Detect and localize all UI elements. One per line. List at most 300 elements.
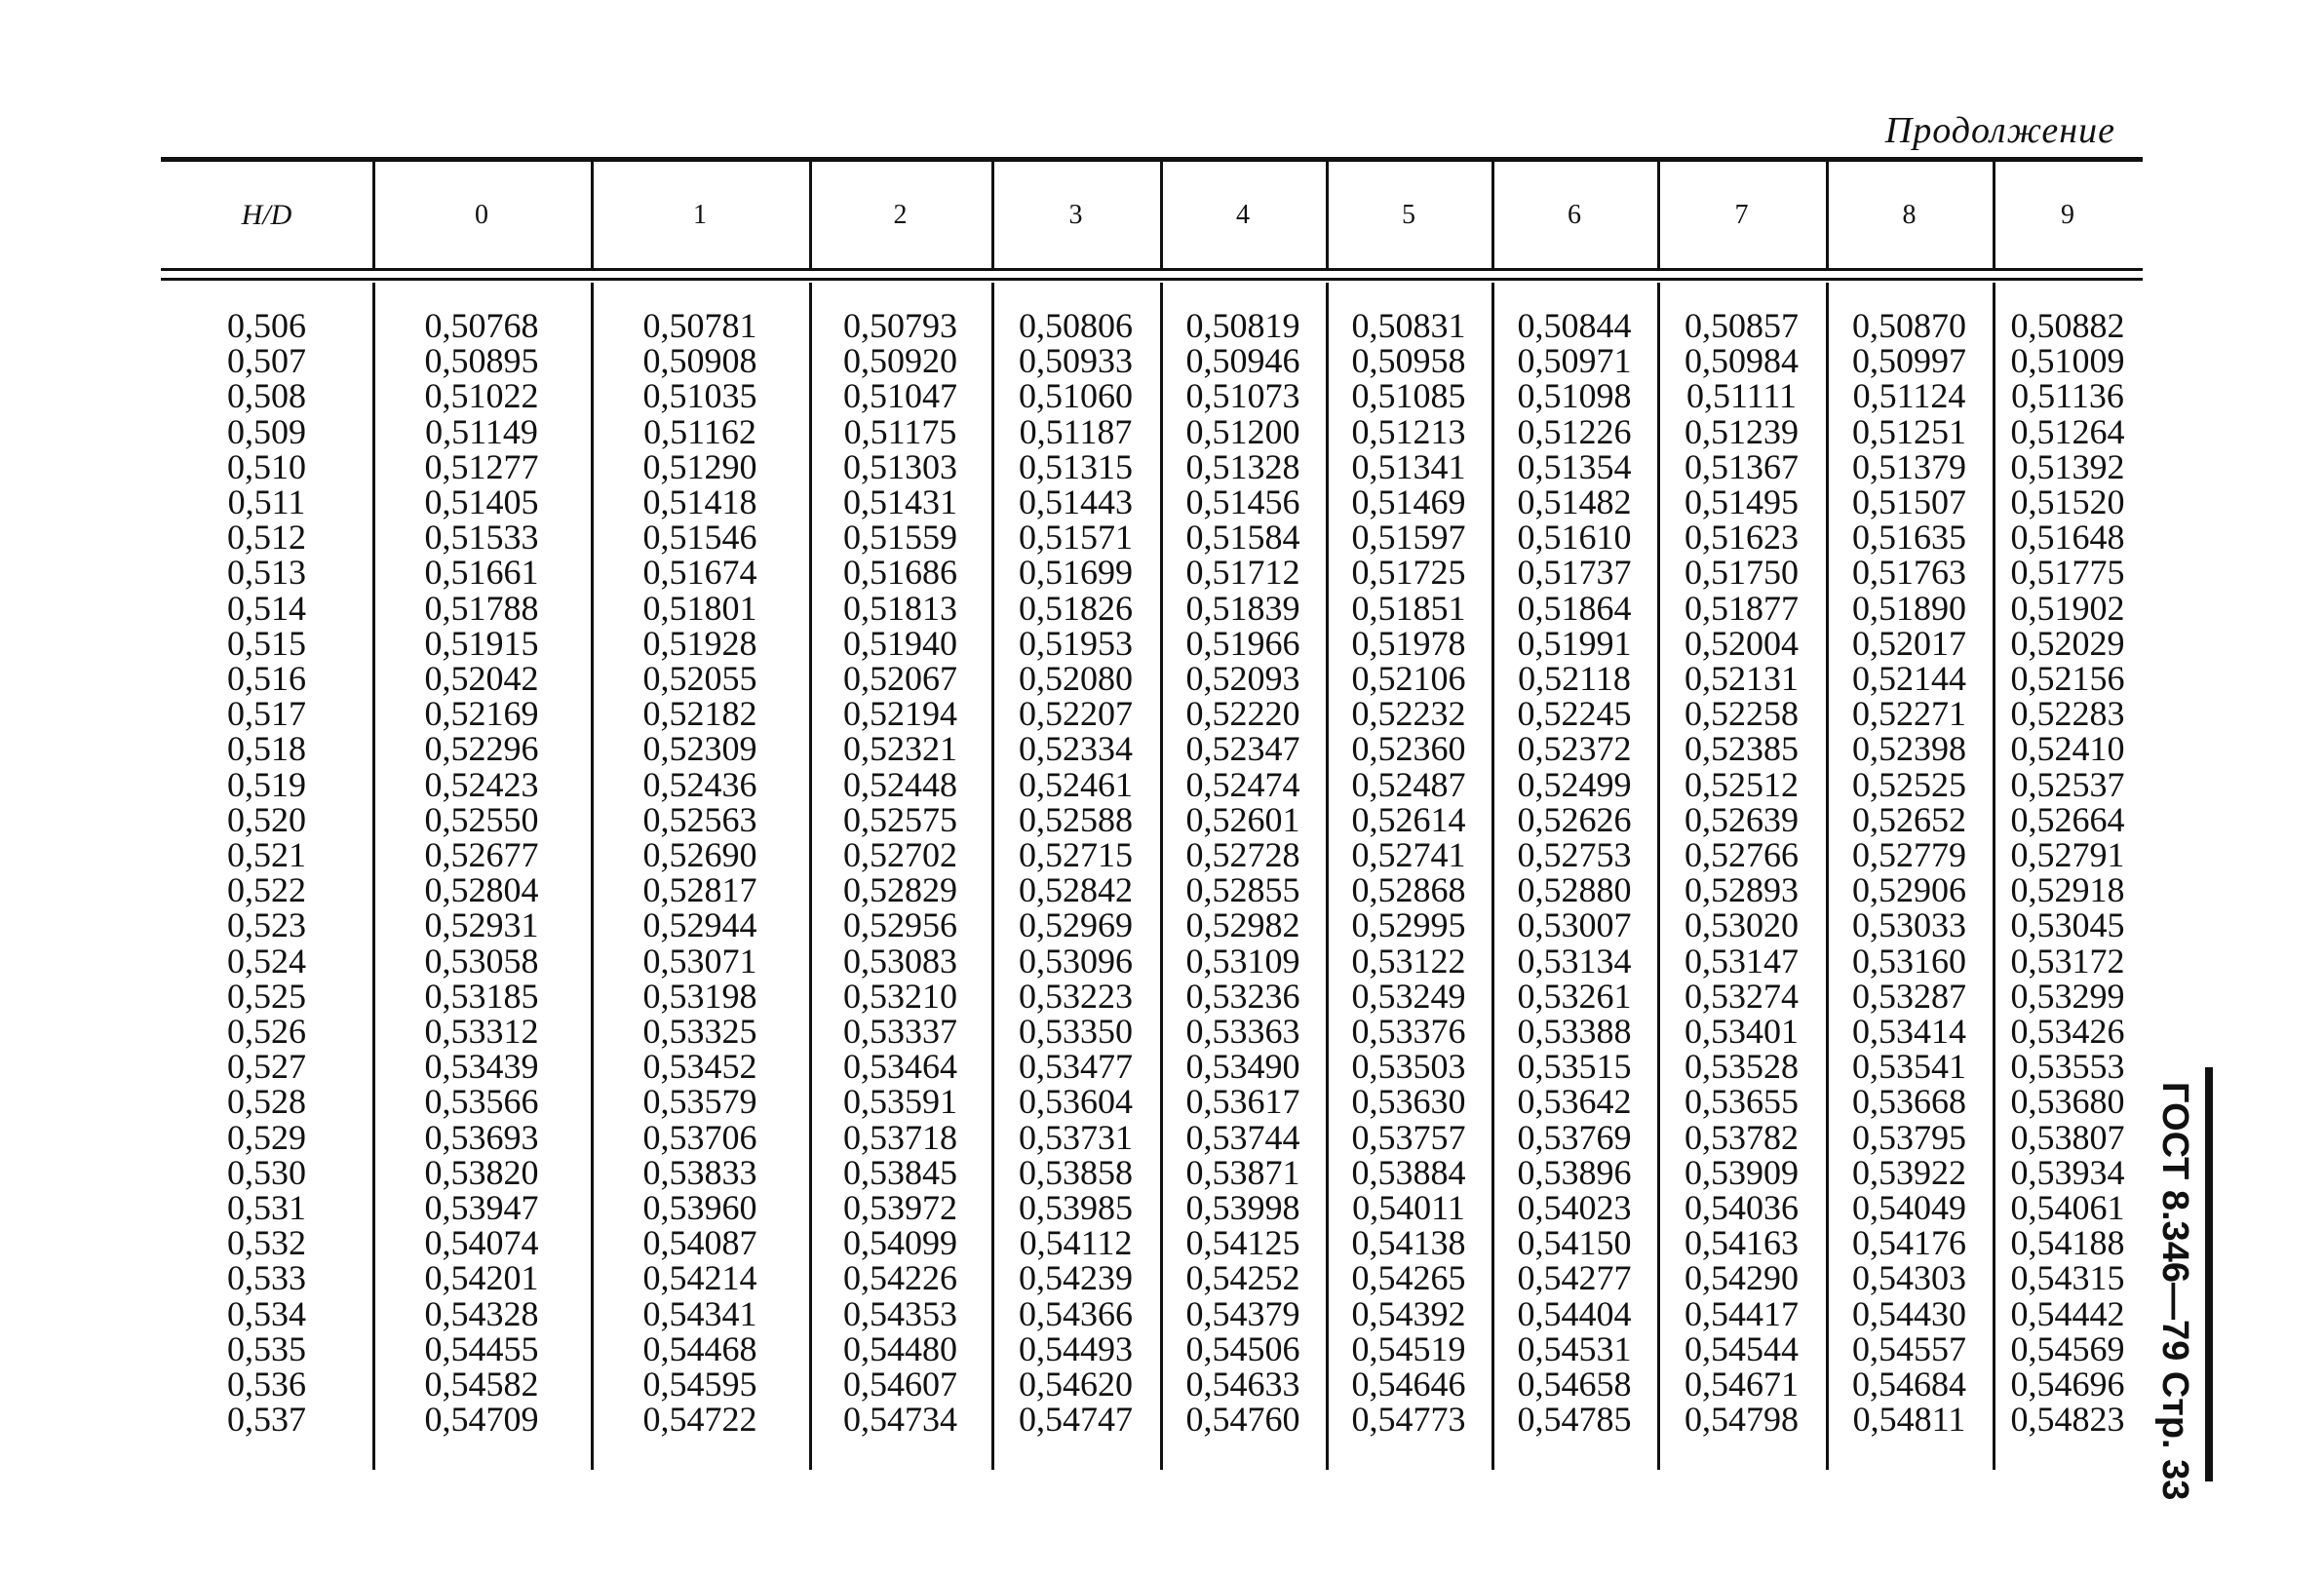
table-cell: 0,51111 (1686, 376, 1797, 416)
table-cell: 0,521 (227, 835, 306, 875)
column-header-digit: 5 (1402, 199, 1415, 230)
table-cell: 0,54074 (424, 1223, 539, 1263)
table-cell: 0,52626 (1517, 799, 1632, 839)
table-cell: 0,51826 (1019, 588, 1133, 628)
table-cell: 0,51277 (424, 446, 539, 486)
table-cell: 0,525 (227, 976, 306, 1016)
table-cell: 0,53820 (424, 1152, 539, 1192)
table-cell: 0,54684 (1852, 1365, 1966, 1404)
table-cell: 0,51801 (642, 588, 757, 628)
table-cell: 0,53134 (1517, 941, 1632, 981)
table-cell: 0,50870 (1852, 306, 1966, 345)
values-column (1160, 308, 1326, 1438)
column-header-digit: 3 (1068, 199, 1083, 230)
table-cell: 0,54722 (642, 1400, 757, 1440)
values-column (591, 308, 809, 1438)
side-margin-bar (2205, 1067, 2213, 1481)
table-cell: 0,53528 (1685, 1047, 1799, 1087)
table-cell: 0,52893 (1685, 870, 1799, 910)
table-cell: 0,52283 (2010, 694, 2125, 734)
table-cell: 0,52702 (843, 835, 957, 875)
table-cell: 0,54506 (1185, 1328, 1300, 1368)
table-cell: 0,54379 (1185, 1293, 1300, 1333)
table-cell: 0,53655 (1685, 1082, 1799, 1122)
table-cell: 0,53452 (642, 1047, 757, 1087)
table-cell: 0,52499 (1517, 764, 1632, 804)
header-double-rule-lower (161, 278, 2143, 281)
table-cell: 0,52080 (1019, 659, 1133, 699)
table-cell: 0,54226 (843, 1258, 957, 1298)
table-cell: 0,522 (227, 870, 306, 910)
table-cell: 0,54061 (2010, 1188, 2125, 1228)
table-cell: 0,53172 (2010, 941, 2125, 981)
table-cell: 0,53210 (843, 976, 957, 1016)
column-header-digit: 7 (1734, 199, 1749, 230)
table-cell: 0,51725 (1351, 553, 1466, 593)
table-cell: 0,52575 (843, 799, 957, 839)
hd-values-column (161, 308, 372, 1438)
column-header-digit: 8 (1902, 199, 1917, 230)
table-cell: 0,52550 (424, 799, 539, 839)
table-cell: 0,53109 (1185, 941, 1300, 981)
table-cell: 0,51149 (425, 411, 538, 451)
table-cell: 0,53579 (642, 1082, 757, 1122)
table-cell: 0,53376 (1351, 1012, 1466, 1052)
table-cell: 0,51085 (1351, 376, 1466, 416)
table-cell: 0,51635 (1852, 518, 1966, 558)
table-cell: 0,52118 (1518, 659, 1631, 699)
table-cell: 0,51482 (1517, 482, 1632, 522)
table-cell: 0,51877 (1685, 588, 1799, 628)
table-cell: 0,54760 (1185, 1400, 1300, 1440)
table-cell: 0,519 (227, 764, 306, 804)
table-cell: 0,51712 (1185, 553, 1300, 593)
table-cell: 0,54315 (2010, 1258, 2125, 1298)
table-cell: 0,52906 (1852, 870, 1966, 910)
table-cell: 0,52842 (1019, 870, 1133, 910)
table-cell: 0,508 (227, 376, 306, 416)
table-cell: 0,534 (227, 1293, 306, 1333)
table-cell: 0,51533 (424, 518, 539, 558)
values-column (1993, 308, 2143, 1438)
table-cell: 0,54811 (1852, 1400, 1966, 1440)
table-cell: 0,52220 (1185, 694, 1300, 734)
table-cell: 0,53058 (424, 941, 539, 981)
table-cell: 0,53261 (1517, 976, 1632, 1016)
table-cell: 0,53198 (642, 976, 757, 1016)
table-cell: 0,51073 (1185, 376, 1300, 416)
table-cell: 0,54747 (1019, 1400, 1133, 1440)
values-column (372, 308, 591, 1438)
table-cell: 0,51775 (2010, 553, 2125, 593)
table-cell: 0,54163 (1685, 1223, 1799, 1263)
table-cell: 0,52982 (1185, 905, 1300, 945)
table-cell: 0,54392 (1351, 1293, 1466, 1333)
table-cell: 0,53706 (642, 1117, 757, 1157)
table-cell: 0,520 (227, 799, 306, 839)
table-cell: 0,54023 (1517, 1188, 1632, 1228)
table-cell: 0,53160 (1852, 941, 1966, 981)
table-cell: 0,52715 (1019, 835, 1133, 875)
table-cell: 0,54544 (1685, 1328, 1799, 1368)
table-cell: 0,54633 (1185, 1365, 1300, 1404)
table-cell: 0,51699 (1019, 553, 1133, 593)
table-cell: 0,52944 (642, 905, 757, 945)
table-cell: 0,53718 (843, 1117, 957, 1157)
table-cell: 0,50844 (1517, 306, 1632, 345)
table-cell: 0,523 (227, 905, 306, 945)
table-cell: 0,53033 (1852, 905, 1966, 945)
table-cell: 0,50895 (424, 341, 539, 381)
table-cell: 0,52829 (843, 870, 957, 910)
table-cell: 0,531 (227, 1188, 306, 1228)
table-cell: 0,54480 (843, 1328, 957, 1368)
table-cell: 0,51940 (843, 623, 957, 663)
table-cell: 0,536 (227, 1365, 306, 1404)
table-cell: 0,54290 (1685, 1258, 1799, 1298)
table-cell: 0,52652 (1852, 799, 1966, 839)
table-cell: 0,52918 (2010, 870, 2125, 910)
table-cell: 0,50971 (1517, 341, 1632, 381)
table-cell: 0,53845 (843, 1152, 957, 1192)
table-cell: 0,53223 (1019, 976, 1133, 1016)
table-cell: 0,54150 (1517, 1223, 1632, 1263)
table-cell: 0,52360 (1351, 729, 1466, 769)
table-cell: 0,51520 (2010, 482, 2125, 522)
table-cell: 0,533 (227, 1258, 306, 1298)
table-cell: 0,52817 (642, 870, 757, 910)
table-cell: 0,53083 (843, 941, 957, 981)
table-cell: 0,54646 (1351, 1365, 1466, 1404)
table-cell: 0,52106 (1351, 659, 1466, 699)
table-cell: 0,54036 (1685, 1188, 1799, 1228)
table-cell: 0,51162 (643, 411, 756, 451)
table-cell: 0,524 (227, 941, 306, 981)
table-cell: 0,52093 (1185, 659, 1300, 699)
table-cell: 0,53871 (1185, 1152, 1300, 1192)
table-cell: 0,53604 (1019, 1082, 1133, 1122)
table-cell: 0,51661 (424, 553, 539, 593)
table-cell: 0,54569 (2010, 1328, 2125, 1368)
table-cell: 0,51495 (1685, 482, 1799, 522)
table-cell: 0,53782 (1685, 1117, 1799, 1157)
table-cell: 0,54341 (642, 1293, 757, 1333)
table-cell: 0,54620 (1019, 1365, 1133, 1404)
table-cell: 0,51597 (1351, 518, 1466, 558)
table-cell: 0,54303 (1852, 1258, 1966, 1298)
table-cell: 0,50908 (642, 341, 757, 381)
table-cell: 0,52766 (1685, 835, 1799, 875)
column-header-digit: 9 (2061, 199, 2074, 230)
table-cell: 0,50831 (1351, 306, 1466, 345)
table-cell: 0,52169 (424, 694, 539, 734)
table-cell: 0,51405 (424, 482, 539, 522)
table-cell: 0,53553 (2010, 1047, 2125, 1087)
table-cell: 0,51902 (2010, 588, 2125, 628)
table-cell: 0,51813 (843, 588, 957, 628)
table-cell: 0,53350 (1019, 1012, 1133, 1052)
values-column (1491, 308, 1657, 1438)
table-cell: 0,53731 (1019, 1117, 1133, 1157)
table-cell: 0,54252 (1185, 1258, 1300, 1298)
values-column (809, 308, 991, 1438)
table-cell: 0,51098 (1517, 376, 1632, 416)
table-cell: 0,511 (227, 482, 306, 522)
table-cell: 0,52296 (424, 729, 539, 769)
table-cell: 0,52067 (843, 659, 957, 699)
table-cell: 0,50997 (1852, 341, 1966, 381)
column-header-digit: 2 (893, 199, 908, 230)
table-cell: 0,53744 (1185, 1117, 1300, 1157)
table-cell: 0,51047 (843, 376, 957, 416)
table-cell: 0,52614 (1351, 799, 1466, 839)
table-cell: 0,53896 (1517, 1152, 1632, 1192)
table-cell: 0,54519 (1351, 1328, 1466, 1368)
table-cell: 0,54239 (1019, 1258, 1133, 1298)
table-cell: 0,51788 (424, 588, 539, 628)
table-cell: 0,53757 (1351, 1117, 1466, 1157)
table-cell: 0,51418 (642, 482, 757, 522)
table-cell: 0,53909 (1685, 1152, 1799, 1192)
table-cell: 0,507 (227, 341, 306, 381)
table-cell: 0,52995 (1351, 905, 1466, 945)
table-cell: 0,53414 (1852, 1012, 1966, 1052)
table-cell: 0,54557 (1852, 1328, 1966, 1368)
table-cell: 0,52931 (424, 905, 539, 945)
table-cell: 0,53515 (1517, 1047, 1632, 1087)
table-cell: 0,54455 (424, 1328, 539, 1368)
table-cell: 0,53934 (2010, 1152, 2125, 1192)
table-cell: 0,54531 (1517, 1328, 1632, 1368)
table-cell: 0,51864 (1517, 588, 1632, 628)
table-cell: 0,52334 (1019, 729, 1133, 769)
table-cell: 0,51978 (1351, 623, 1466, 663)
table-cell: 0,51559 (843, 518, 957, 558)
table-cell: 0,510 (227, 446, 306, 486)
table-cell: 0,51507 (1852, 482, 1966, 522)
table-cell: 0,526 (227, 1012, 306, 1052)
table-cell: 0,53439 (424, 1047, 539, 1087)
table-cell: 0,52868 (1351, 870, 1466, 910)
table-cell: 0,53947 (424, 1188, 539, 1228)
table-cell: 0,54138 (1351, 1223, 1466, 1263)
table-cell: 0,53045 (2010, 905, 2125, 945)
table-cell: 0,52245 (1517, 694, 1632, 734)
table-cell: 0,532 (227, 1223, 306, 1263)
table-cell: 0,51341 (1351, 446, 1466, 486)
table-cell: 0,53401 (1685, 1012, 1799, 1052)
table-cell: 0,53630 (1351, 1082, 1466, 1122)
table-cell: 0,54366 (1019, 1293, 1133, 1333)
table-cell: 0,537 (227, 1400, 306, 1440)
table-cell: 0,53147 (1685, 941, 1799, 981)
table-cell: 0,52385 (1685, 729, 1799, 769)
table-cell: 0,51623 (1685, 518, 1799, 558)
table-cell: 0,54125 (1185, 1223, 1300, 1263)
table-cell: 0,53985 (1019, 1188, 1133, 1228)
table-cell: 0,52194 (843, 694, 957, 734)
table-cell: 0,54277 (1517, 1258, 1632, 1298)
table-cell: 0,52029 (2010, 623, 2125, 663)
table-cell: 0,54328 (424, 1293, 539, 1333)
table-cell: 0,54785 (1517, 1400, 1632, 1440)
table-cell: 0,514 (227, 588, 306, 628)
table-cell: 0,52398 (1852, 729, 1966, 769)
table-cell: 0,53972 (843, 1188, 957, 1228)
table-cell: 0,52791 (2010, 835, 2125, 875)
table-cell: 0,50920 (843, 341, 957, 381)
table-cell: 0,54265 (1351, 1258, 1466, 1298)
table-cell: 0,512 (227, 518, 306, 558)
table-cell: 0,53122 (1351, 941, 1466, 981)
table-cell: 0,52207 (1019, 694, 1133, 734)
table-cell: 0,52563 (642, 799, 757, 839)
table-cell: 0,51890 (1852, 588, 1966, 628)
table-cell: 0,516 (227, 659, 306, 699)
table-cell: 0,53833 (642, 1152, 757, 1192)
table-cell: 0,52601 (1185, 799, 1300, 839)
table-cell: 0,53426 (2010, 1012, 2125, 1052)
table-cell: 0,51953 (1019, 623, 1133, 663)
table-cell: 0,53960 (642, 1188, 757, 1228)
table-cell: 0,51915 (424, 623, 539, 663)
table-cell: 0,52588 (1019, 799, 1133, 839)
table-cell: 0,53299 (2010, 976, 2125, 1016)
table-cell: 0,53769 (1517, 1117, 1632, 1157)
table-cell: 0,513 (227, 553, 306, 593)
table-cell: 0,53541 (1852, 1047, 1966, 1087)
table-cell: 0,53642 (1517, 1082, 1632, 1122)
table-cell: 0,50984 (1685, 341, 1799, 381)
table-cell: 0,52969 (1019, 905, 1133, 945)
table-cell: 0,53363 (1185, 1012, 1300, 1052)
continuation-heading: Продолжение (1884, 110, 2115, 151)
table-cell: 0,54049 (1852, 1188, 1966, 1228)
table-cell: 0,52461 (1019, 764, 1133, 804)
table-cell: 0,51009 (2010, 341, 2125, 381)
table-cell: 0,51354 (1517, 446, 1632, 486)
side-page-label: ГОСТ 8.346—79 Стр. 33 (2154, 1082, 2195, 1501)
table-cell: 0,53477 (1019, 1047, 1133, 1087)
table-cell: 0,51571 (1019, 518, 1133, 558)
table-cell: 0,53490 (1185, 1047, 1300, 1087)
table-cell: 0,51367 (1685, 446, 1799, 486)
table-cell: 0,53071 (642, 941, 757, 981)
table-cell: 0,51750 (1685, 553, 1799, 593)
table-cell: 0,54201 (424, 1258, 539, 1298)
table-cell: 0,518 (227, 729, 306, 769)
table-cell: 0,51839 (1185, 588, 1300, 628)
table-cell: 0,52474 (1185, 764, 1300, 804)
table-cell: 0,51763 (1852, 553, 1966, 593)
table-cell: 0,52728 (1185, 835, 1300, 875)
table-cell: 0,51022 (424, 376, 539, 416)
table-cell: 0,51200 (1185, 411, 1300, 451)
table-cell: 0,50806 (1019, 306, 1133, 345)
table-cell: 0,52804 (424, 870, 539, 910)
values-column (1657, 308, 1826, 1438)
table-cell: 0,51124 (1852, 376, 1966, 416)
table-cell: 0,53693 (424, 1117, 539, 1157)
table-cell: 0,53020 (1685, 905, 1799, 945)
table-cell: 0,51175 (843, 411, 957, 451)
table-cell: 0,53287 (1852, 976, 1966, 1016)
table-cell: 0,529 (227, 1117, 306, 1157)
column-header-digit: 6 (1568, 199, 1581, 230)
table-cell: 0,53236 (1185, 976, 1300, 1016)
table-cell: 0,54188 (2010, 1223, 2125, 1263)
table-cell: 0,51584 (1185, 518, 1300, 558)
table-cell: 0,54099 (843, 1223, 957, 1263)
table-cell: 0,51328 (1185, 446, 1300, 486)
table-cell: 0,54442 (2010, 1293, 2125, 1333)
table-cell: 0,52741 (1351, 835, 1466, 875)
table-cell: 0,52182 (642, 694, 757, 734)
table-cell: 0,506 (227, 306, 306, 345)
table-cell: 0,52537 (2010, 764, 2125, 804)
table-cell: 0,51851 (1351, 588, 1466, 628)
table-cell: 0,515 (227, 623, 306, 663)
table-cell: 0,53185 (424, 976, 539, 1016)
table-cell: 0,53249 (1351, 976, 1466, 1016)
table-cell: 0,50768 (424, 306, 539, 345)
table-cell: 0,51060 (1019, 376, 1133, 416)
table-cell: 0,52347 (1185, 729, 1300, 769)
table-cell: 0,52690 (642, 835, 757, 875)
table-cell: 0,51392 (2010, 446, 2125, 486)
table-cell: 0,54607 (843, 1365, 957, 1404)
table-cell: 0,54112 (1019, 1223, 1133, 1263)
table-cell: 0,52144 (1852, 659, 1966, 699)
table-cell: 0,51610 (1517, 518, 1632, 558)
table-cell: 0,50933 (1019, 341, 1133, 381)
table-cell: 0,51674 (642, 553, 757, 593)
table-cell: 0,51379 (1852, 446, 1966, 486)
table-cell: 0,54404 (1517, 1293, 1632, 1333)
table-cell: 0,51239 (1685, 411, 1799, 451)
table-cell: 0,54214 (642, 1258, 757, 1298)
table-cell: 0,51187 (1019, 411, 1133, 451)
table-cell: 0,52855 (1185, 870, 1300, 910)
table-cell: 0,509 (227, 411, 306, 451)
table-cell: 0,52525 (1852, 764, 1966, 804)
table-cell: 0,50946 (1185, 341, 1300, 381)
table-cell: 0,52639 (1685, 799, 1799, 839)
table-cell: 0,54417 (1685, 1293, 1799, 1333)
table-cell: 0,52487 (1351, 764, 1466, 804)
table-cell: 0,53884 (1351, 1152, 1466, 1192)
table-cell: 0,54595 (642, 1365, 757, 1404)
table-cell: 0,52271 (1852, 694, 1966, 734)
column-header-hd: H/D (241, 198, 292, 231)
table-cell: 0,51226 (1517, 411, 1632, 451)
table-cell: 0,51966 (1185, 623, 1300, 663)
table-cell: 0,53795 (1852, 1117, 1966, 1157)
table-cell: 0,51737 (1517, 553, 1632, 593)
table-cell: 0,53591 (843, 1082, 957, 1122)
values-column (1326, 308, 1491, 1438)
table-cell: 0,50793 (843, 306, 957, 345)
table-cell: 0,51264 (2010, 411, 2125, 451)
table-cell: 0,52321 (843, 729, 957, 769)
table-cell: 0,52017 (1852, 623, 1966, 663)
table-cell: 0,51686 (843, 553, 957, 593)
table-cell: 0,52956 (843, 905, 957, 945)
table-cell: 0,51648 (2010, 518, 2125, 558)
table-cell: 0,51303 (843, 446, 957, 486)
table-cell: 0,54493 (1019, 1328, 1133, 1368)
table-cell: 0,54709 (424, 1400, 539, 1440)
